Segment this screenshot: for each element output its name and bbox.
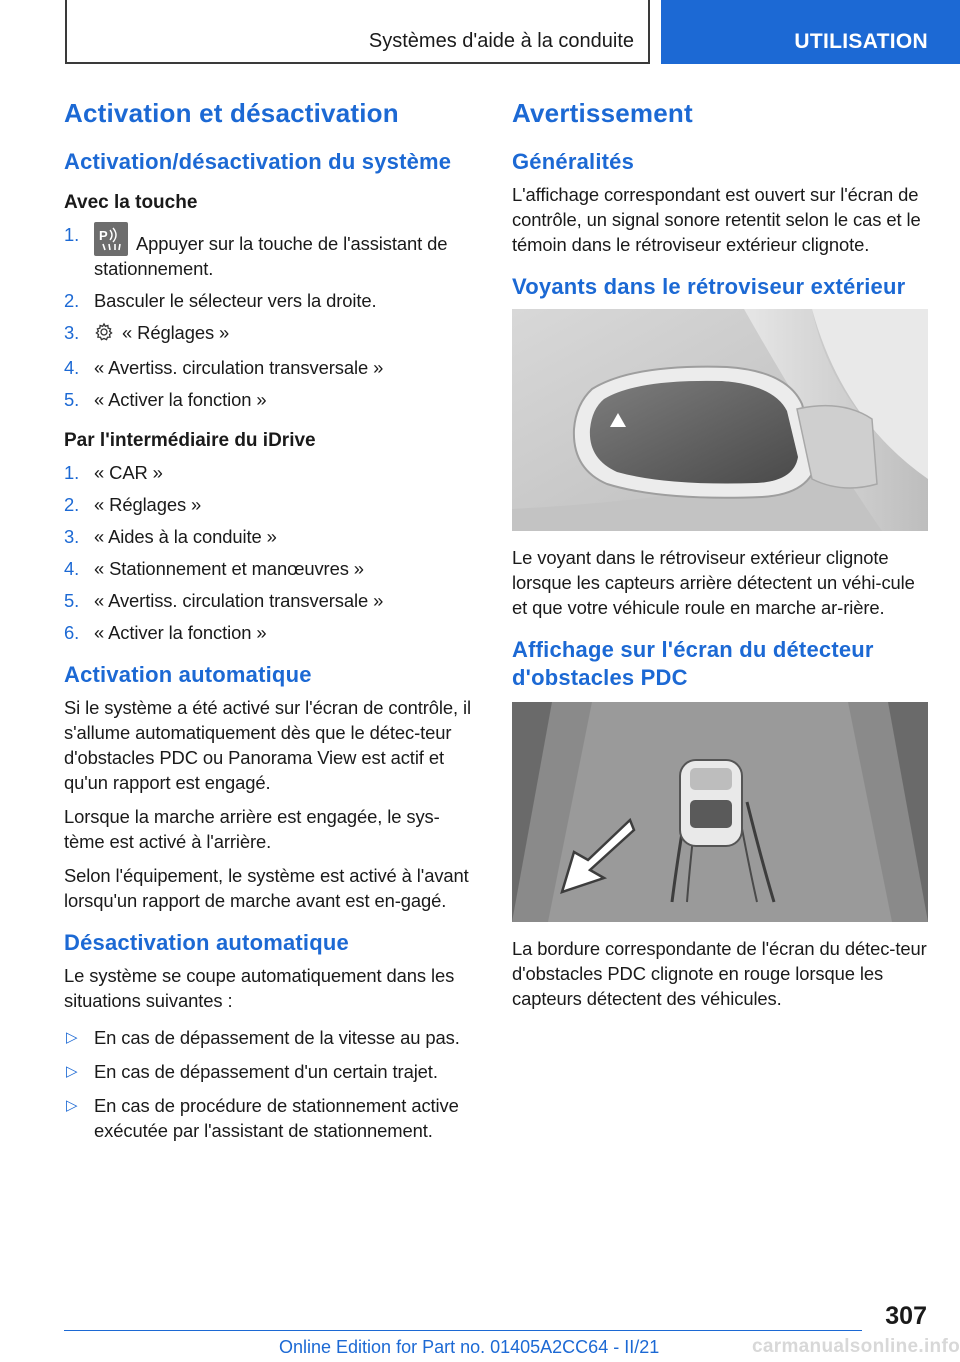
step-number: 2. — [64, 494, 80, 515]
pdc-display-illustration — [512, 702, 928, 922]
header-chapter-tab — [661, 0, 960, 64]
list-item — [64, 460, 480, 485]
list-item-text: En cas de dépassement de la vitesse au pas. — [94, 1027, 460, 1048]
step-text: « Avertiss. circulation transversale » — [94, 590, 384, 611]
list-item — [64, 556, 480, 581]
left-column — [64, 96, 480, 1152]
step-text: Basculer le sélecteur vers la droite. — [94, 290, 377, 311]
step-text: « Réglages » — [94, 494, 202, 515]
step-text: « CAR » — [94, 462, 163, 483]
button-steps-list — [64, 222, 480, 412]
heading-general: Généralités — [512, 149, 635, 174]
step-text: « Avertiss. circulation transversale » — [94, 357, 384, 378]
heading-activation: Activation et désactivation — [64, 98, 399, 128]
step-text: « Aides à la conduite » — [94, 526, 277, 547]
heading-warning: Avertissement — [512, 98, 693, 128]
mirror-illustration — [512, 309, 928, 531]
triangle-bullet-icon: ▷ — [66, 1097, 78, 1114]
heading-auto-activation: Activation automatique — [64, 662, 312, 687]
step-number: 3. — [64, 322, 80, 343]
list-item — [64, 492, 480, 517]
list-item — [64, 320, 480, 348]
footer-edition: Online Edition for Part no. 01405A2CC64 - II/21 — [279, 1337, 660, 1357]
step-number: 3. — [64, 526, 80, 547]
step-text: « Réglages » — [122, 322, 230, 343]
right-column — [512, 96, 930, 1020]
paragraph: L'affichage correspondant est ouvert sur l'écran de contrôle, un signal sonore retentit selon le cas et le témoin dans le rétroviseur extérieur clignote. — [512, 184, 921, 255]
list-item — [64, 355, 480, 380]
list-item — [64, 222, 480, 281]
step-number: 5. — [64, 590, 80, 611]
triangle-bullet-icon: ▷ — [66, 1063, 78, 1080]
page-number: 307 — [885, 1302, 927, 1330]
paragraph: Le système se coupe automatiquement dans les situations suivantes : — [64, 965, 455, 1011]
svg-text:P: P — [99, 228, 108, 243]
step-number: 4. — [64, 558, 80, 579]
triangle-bullet-icon: ▷ — [66, 1029, 78, 1046]
subheading-idrive: Par l'intermédiaire du iDrive — [64, 430, 316, 451]
list-item — [64, 588, 480, 613]
mirror-caption: Le voyant dans le rétroviseur extérieur clignote lorsque les capteurs arrière détectent un véhi-cule et que votre véhicule roule en marche ar-rière. — [512, 547, 915, 618]
step-number: 2. — [64, 290, 80, 311]
list-item — [64, 387, 480, 412]
step-number: 4. — [64, 357, 80, 378]
deactivation-list — [64, 1025, 480, 1143]
step-number: 6. — [64, 622, 80, 643]
heading-system-toggle: Activation/désactivation du système — [64, 149, 452, 174]
heading-pdc-display: Affichage sur l'écran du détecteur d'obstacles PDC — [512, 637, 874, 690]
subheading-button: Avec la touche — [64, 192, 198, 213]
header-chapter-label: UTILISATION — [794, 30, 928, 53]
list-item-text: En cas de procédure de stationnement active exécutée par l'assistant de stationnement. — [94, 1095, 459, 1141]
pdc-caption: La bordure correspondante de l'écran du détec-teur d'obstacles PDC clignote en rouge lorsque les capteurs détectent des véhicules. — [512, 938, 927, 1009]
idrive-steps-list — [64, 460, 480, 645]
step-text: « Activer la fonction » — [94, 389, 267, 410]
list-item — [64, 524, 480, 549]
header-section-title: Systèmes d'aide à la conduite — [368, 30, 634, 52]
list-item — [64, 1059, 480, 1084]
paragraph: Selon l'équipement, le système est activé à l'avant lorsqu'un rapport de marche avant est en-gagé. — [64, 865, 469, 911]
step-number: 5. — [64, 389, 80, 410]
list-item — [64, 620, 480, 645]
list-item-text: En cas de dépassement d'un certain trajet. — [94, 1061, 438, 1082]
step-number: 1. — [64, 462, 80, 483]
parking-assistant-key-icon — [94, 222, 128, 256]
heading-auto-deactivation: Désactivation automatique — [64, 930, 349, 955]
paragraph: Si le système a été activé sur l'écran de contrôle, il s'allume automatiquement dès que le détec-teur d'obstacles PDC ou Panorama View est actif et qu'un rapport est engagé. — [64, 697, 471, 793]
header-section-box — [65, 0, 650, 64]
list-item — [64, 288, 480, 313]
footer-divider — [64, 1330, 862, 1331]
watermark: carmanualsonline.info — [752, 1336, 960, 1357]
step-text: « Activer la fonction » — [94, 622, 267, 643]
heading-mirror-lights: Voyants dans le rétroviseur extérieur — [512, 274, 906, 299]
paragraph: Lorsque la marche arrière est engagée, le sys-tème est activé à l'arrière. — [64, 806, 440, 852]
step-number: 1. — [64, 224, 80, 245]
list-item — [64, 1025, 480, 1050]
gear-icon — [94, 322, 114, 348]
step-text: « Stationnement et manœuvres » — [94, 558, 364, 579]
step-text: Appuyer sur la touche de l'assistant de stationnement. — [94, 233, 448, 279]
list-item — [64, 1093, 480, 1143]
